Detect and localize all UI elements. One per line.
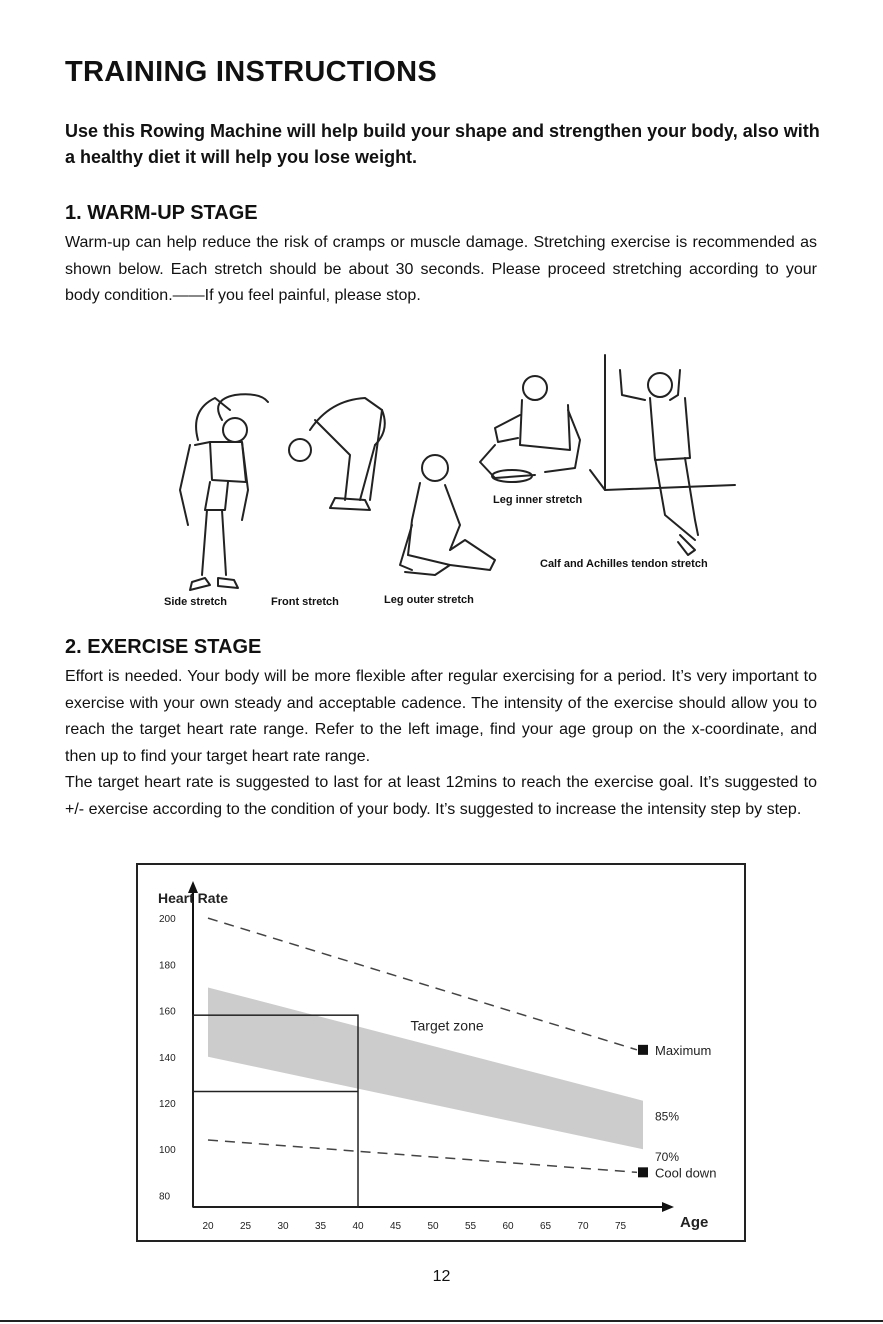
y-tick-label: 200 [159, 914, 176, 926]
label-calf-stretch: Calf and Achilles tendon stretch [540, 558, 708, 570]
label-leg-outer-stretch: Leg outer stretch [384, 594, 474, 606]
leg-inner-stretch-figure [480, 376, 580, 482]
exercise-text-1: Effort is needed. Your body will be more flexible after regular exercising for a period. It’s very important to exercise with your own steady and acceptable cadence. The intensity of the exercise should allow you to reach the target heart rate range. Refer to the left image, find your age group on the x-coordinate, and then up to find your target heart rate range. [65, 668, 817, 765]
x-tick-label: 65 [539, 1221, 552, 1232]
leg-outer-stretch-figure [400, 455, 495, 575]
y-tick-label: 100 [159, 1145, 176, 1157]
x-tick-label: 25 [239, 1221, 252, 1232]
x-axis-label: Age [680, 1214, 709, 1231]
x-tick-label: 40 [352, 1221, 364, 1232]
target-zone-band [208, 987, 643, 1149]
page-number: 12 [432, 1268, 451, 1285]
x-tick-label: 35 [314, 1221, 327, 1232]
y-tick-label: 160 [159, 1006, 176, 1018]
series-label-cool-down: Cool down [655, 1165, 717, 1181]
target-zone-label: Target zone [410, 1017, 484, 1034]
y-tick-label: 120 [159, 1099, 176, 1110]
heart-rate-chart-svg [138, 865, 744, 1240]
exercise-heading: 2. EXERCISE STAGE [65, 636, 262, 658]
x-tick-label: 60 [502, 1221, 514, 1232]
calf-stretch-figure [590, 355, 735, 555]
y-tick-label: 140 [159, 1052, 176, 1064]
heart-rate-chart [136, 863, 746, 1242]
x-tick-label: 55 [464, 1221, 477, 1232]
y-tick-label: 80 [159, 1191, 171, 1203]
series-label-maximum: Maximum [655, 1042, 712, 1058]
bottom-rule [0, 1320, 883, 1322]
x-axis-arrow [662, 1202, 674, 1212]
maximum-marker [638, 1045, 648, 1055]
x-tick-label: 50 [427, 1221, 439, 1232]
side-stretch-figure [180, 394, 268, 590]
x-tick-label: 75 [614, 1221, 627, 1232]
label-leg-inner-stretch: Leg inner stretch [493, 494, 583, 506]
exercise-text-2: The target heart rate is suggested to last for at least 12mins to reach the exercise goal. It’s suggested to +/- exercise according to the condition of your body. It’s suggested to increase the intensity step by step. [65, 774, 817, 818]
cool-down-marker [638, 1167, 648, 1177]
intro-text: Use this Rowing Machine will help build your shape and strengthen your body, also with a healthy diet it will help you lose weight. [65, 121, 820, 167]
page-title: TRAINING INSTRUCTIONS [65, 56, 438, 88]
series-label-85: 85% [655, 1109, 680, 1124]
series-label-70: 70% [655, 1150, 680, 1165]
y-tick-label: 180 [159, 960, 176, 972]
front-stretch-figure [289, 398, 385, 510]
warmup-text: Warm-up can help reduce the risk of cramps or muscle damage. Stretching exercise is recommended as shown below. Each stretch should be about 30 seconds. Please proceed stretching according to your body condition.——If you feel painful, please stop. [65, 234, 817, 304]
x-tick-label: 70 [577, 1221, 589, 1232]
stretch-illustration [150, 350, 750, 615]
warmup-heading: 1. WARM-UP STAGE [65, 202, 258, 224]
x-tick-label: 30 [277, 1221, 289, 1232]
y-axis-label: Heart Rate [158, 890, 229, 906]
series-cool-down-line [208, 1140, 637, 1172]
label-front-stretch: Front stretch [271, 596, 339, 608]
x-tick-label: 45 [389, 1221, 402, 1232]
label-side-stretch: Side stretch [164, 596, 227, 608]
x-tick-label: 20 [202, 1221, 214, 1232]
